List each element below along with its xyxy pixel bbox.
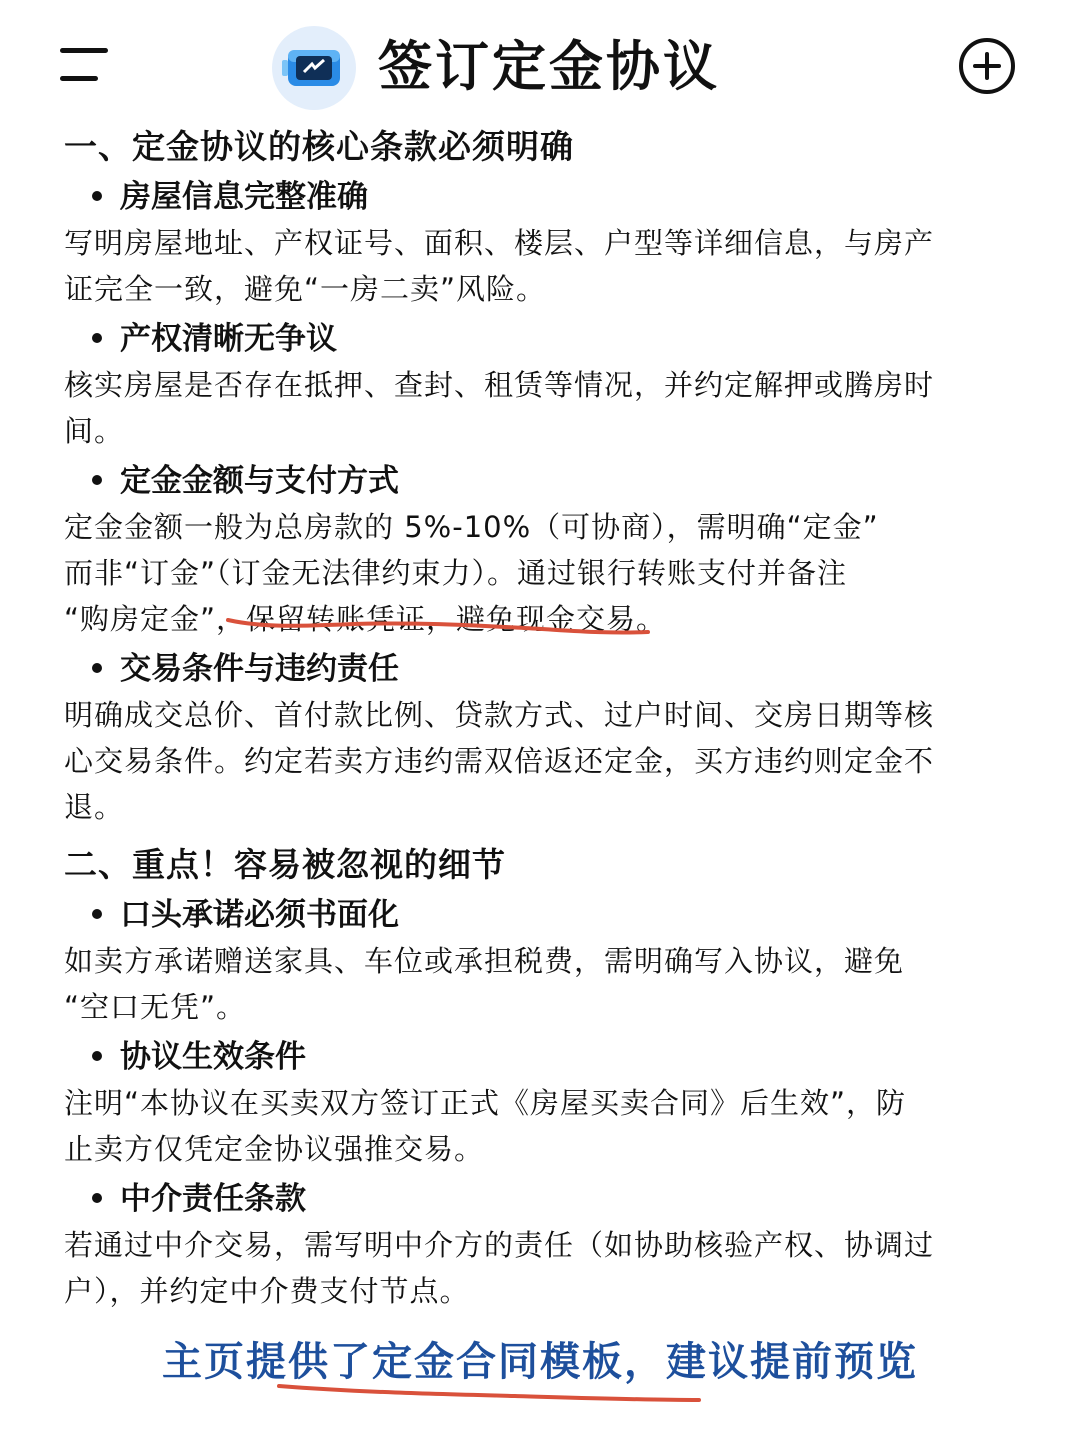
item-text: 退。 (64, 790, 125, 824)
item-text: “空口无凭”。 (64, 990, 247, 1024)
item-title: 房屋信息完整准确 (64, 174, 1024, 220)
bullet-icon (92, 663, 102, 673)
item-title: 口头承诺必须书面化 (64, 892, 1024, 938)
bullet-icon (92, 333, 102, 343)
item-title: 协议生效条件 (64, 1034, 1024, 1080)
article-content (64, 124, 1024, 1314)
header-bar (0, 0, 1080, 130)
bullet-icon (92, 1193, 102, 1203)
item-title: 产权清晰无争议 (64, 316, 1024, 362)
item-text: 心交易条件。约定若卖方违约需双倍返还定金，买方违约则定金不 (64, 744, 935, 778)
item-text: 间。 (64, 414, 125, 448)
item-text: 注明“本协议在买卖双方签订正式《房屋买卖合同》后生效”，防 (64, 1086, 907, 1120)
highlight-underline (224, 604, 654, 640)
item-text: 核实房屋是否存在抵押、查封、租赁等情况，并约定解押或腾房时 (64, 368, 935, 402)
item-text: 若通过中介交易，需写明中介方的责任（如协助核验产权、协调过 (64, 1228, 935, 1262)
plus-circle-icon[interactable] (958, 37, 1016, 95)
item-text: 如卖方承诺赠送家具、车位或承担税费，需明确写入协议，避免 (64, 944, 905, 978)
item-text: 写明房屋地址、产权证号、面积、楼层、户型等详细信息，与房产 (64, 226, 935, 260)
item-title: 交易条件与违约责任 (64, 646, 1024, 692)
page-title: 签订定金协议 (378, 35, 720, 98)
item-text: “购房定金”，保留转账凭证，避免现金交易。 (64, 602, 667, 636)
item-text: 而非“订金”（订金无法律约束力）。通过银行转账支付并备注 (64, 556, 848, 590)
bullet-icon (92, 1051, 102, 1061)
item-text: 明确成交总价、首付款比例、贷款方式、过户时间、交房日期等核 (64, 698, 935, 732)
footer-text: 主页提供了定金合同模板，建议提前预览 (162, 1339, 918, 1385)
item-text: 止卖方仅凭定金协议强推交易。 (64, 1132, 485, 1166)
menu-icon[interactable] (60, 44, 110, 88)
item-text: 户），并约定中介费支付节点。 (64, 1274, 470, 1308)
bullet-icon (92, 909, 102, 919)
footer-underline (275, 1376, 705, 1408)
bullet-icon (92, 475, 102, 485)
item-title: 定金金额与支付方式 (64, 458, 1024, 504)
item-text: 定金金额一般为总房款的 5%-10%（可协商），需明确“定金” (64, 510, 879, 544)
section-title: 一、定金协议的核心条款必须明确 (64, 127, 574, 166)
section-title: 二、重点！容易被忽视的细节 (64, 845, 506, 884)
item-text: 证完全一致，避免“一房二卖”风险。 (64, 272, 547, 306)
item-title: 中介责任条款 (64, 1176, 1024, 1222)
bullet-icon (92, 191, 102, 201)
battery-app-icon[interactable] (272, 26, 356, 110)
